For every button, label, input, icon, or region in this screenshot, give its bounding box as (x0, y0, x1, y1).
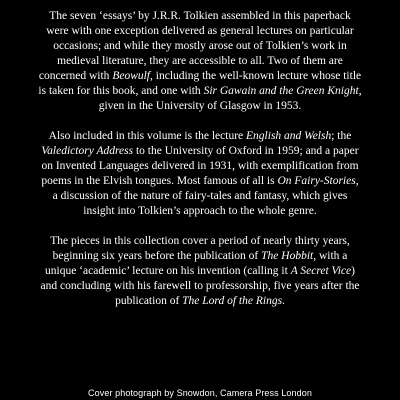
blurb-paragraph-1: The seven ‘essays’ by J.R.R. Tolkien assembled in this paperback were with one exception delivered as general lectures on particular occasions; and while they mostly arose out of Tolkien’s work in medieval literature, they are accessible to all. Two of them are concerned with Beowulf, including the well-known lecture whose title is taken for this book, and one with Sir Gawain and the Green Knight, given in the University of Glasgow in 1953. (38, 10, 362, 112)
italic-title: Valedictory Address (41, 145, 134, 157)
italic-title: A Secret Vice (290, 265, 352, 277)
italic-title: Beowulf (112, 70, 151, 82)
italic-title: The Lord of the Rings (182, 295, 283, 307)
italic-title: The Hobbit (261, 250, 314, 262)
italic-title: English and Welsh (246, 130, 332, 142)
photo-credit: Cover photograph by Snowdon, Camera Press London (88, 388, 312, 398)
blurb-text (38, 9, 362, 324)
blurb-paragraph-3: The pieces in this collection cover a period of nearly thirty years, beginning six years before the publication of The Hobbit, with a unique ‘academic’ lecture on his invention (calling it A Secret Vice) and concluding with his farewell to professorship, five years after the publication of The Lord of the Rings. (40, 235, 360, 307)
italic-title: Sir Gawain and the Green Knight (203, 85, 359, 97)
blurb-paragraph-2: Also included in this volume is the lecture English and Welsh; the Valedictory Address to the University of Oxford in 1959; and a paper on Invented Languages delivered in 1931, with exemplification from poems in the Elvish tongues. Most famous of all is On Fairy-Stories, a discussion of the nature of fairy-tales and fantasy, which gives insight into Tolkien’s approach to the whole genre. (41, 130, 359, 217)
italic-title: On Fairy-Stories (277, 175, 356, 187)
